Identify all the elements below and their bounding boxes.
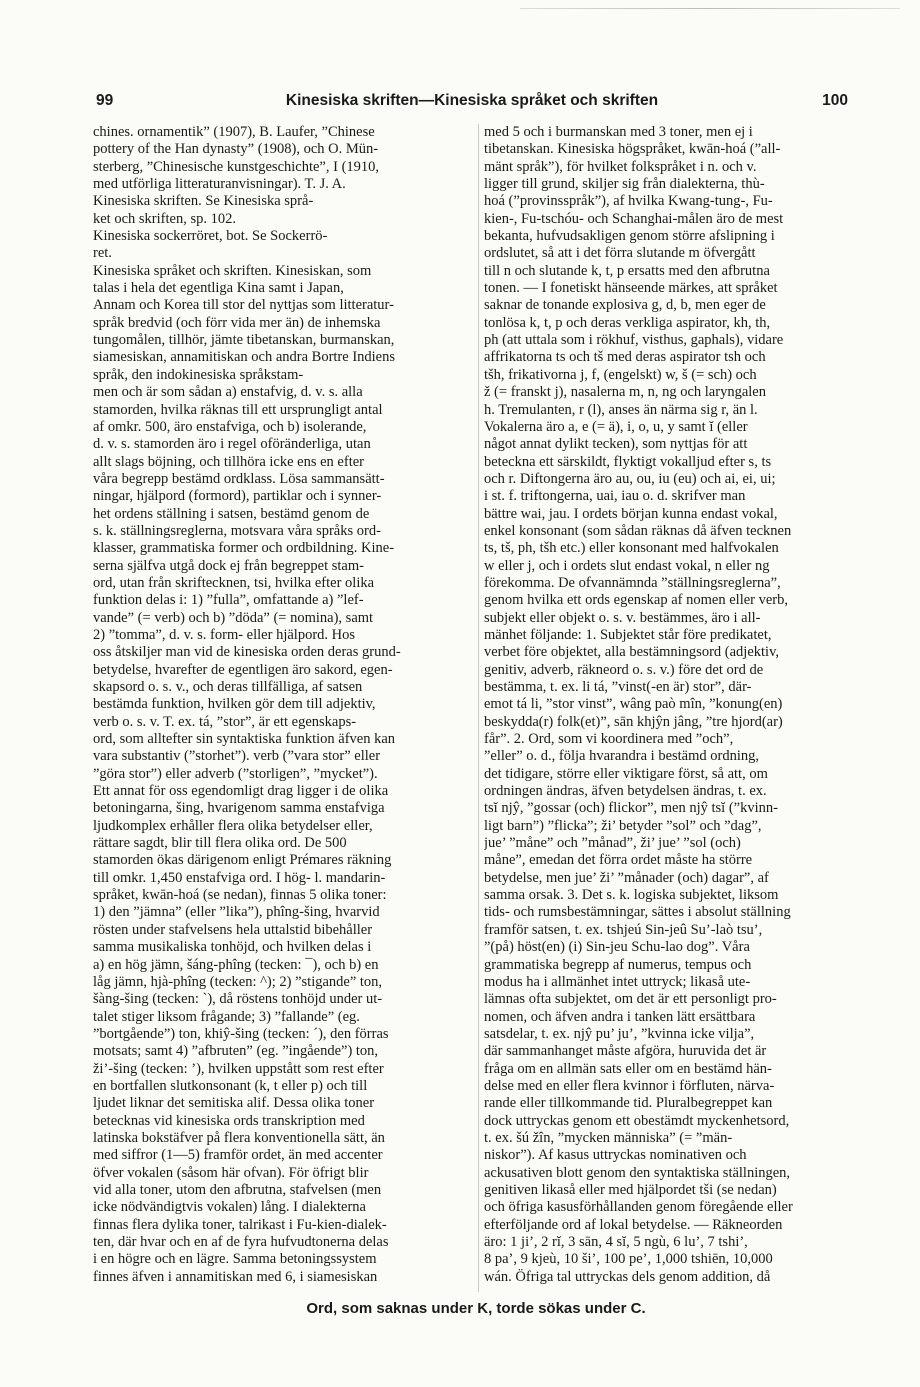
text-line: genom hvilka ett ords egenskap af nomen eller verb, [484, 592, 788, 609]
text-line: grammatiska begrepp af numerus, tempus och [484, 956, 752, 973]
text-line: genitiven likaså eller med hjälpordet tši (se nedan) [484, 1181, 777, 1198]
text-line: vande” (= verb) och b) ”döda” (= nomina), samt [93, 609, 374, 626]
text-line: allt slags böjning, och tillhöra icke ens en efter [93, 453, 364, 470]
text-line: ret. [93, 245, 112, 262]
text-line: språk bredvid (och förr vida mer än) de inhemska [93, 314, 381, 331]
text-line: vara substantiv (”storhet”). verb (”vara stor” eller [93, 748, 381, 765]
text-line: w eller j, och i ordets slut endast vokal, n eller ng [484, 557, 770, 574]
text-line: rösten under stafvelsens hela uttalstid bibehåller [93, 921, 373, 938]
text-line: där sammanhanget måste afgöra, huruvida det är [484, 1043, 767, 1060]
text-line: verbet före objektet, alla bestämningsord (adjektiv, [484, 644, 779, 661]
text-line: enkel konsonant (som sådan räknas då äfven tecknen [484, 522, 792, 539]
text-line: ord, som alltefter sin syntaktiska funktion äfven kan [93, 731, 396, 748]
text-line: ligt barn”) ”flicka”; ži’ betyder ”sol” och ”dag”, [484, 817, 762, 834]
text-line: och öfriga kasusförhållanden genom föregående eller [484, 1199, 793, 1216]
text-line: kien-, Fu-tschóu- och Schanghai-målen äro de mest [484, 210, 784, 227]
text-line: 8 pa’, 9 kjeù, 10 ši’, 100 pe’, 1,000 tshiēn, 10,000 [484, 1251, 773, 1268]
text-line: får”. 2. Ord, som vi koordinera med ”och”, [484, 731, 734, 748]
text-line: ten, där hvar och en af de fyra hufvudtonerna delas [93, 1234, 389, 1250]
text-line: siamesiskan, annamitiskan och andra Bortre Indiens [93, 349, 396, 366]
text-line: beteckna ett särskildt, flyktigt vokalljud efter s, ts [484, 453, 772, 470]
text-line: öfver vokalen (såsom här ofvan). För öfrigt blir [93, 1164, 369, 1181]
text-line: icke nödvändigtvis vokalen) lång. I dialekterna [93, 1199, 366, 1216]
text-line: talas i hela det egentliga Kina samt i Japan, [93, 280, 344, 297]
text-line: ningar, hjälpord (formord), partiklar och i synner- [93, 488, 382, 505]
page-number-left: 99 [96, 92, 114, 109]
text-line: låg jämn, hjà-phîng (tecken: ^); 2) ”stigande” ton, [93, 973, 383, 990]
scan-edge-rule [520, 8, 900, 9]
text-line: funktion delas i: 1) ”fulla”, omfattande a) ”lef- [93, 592, 364, 609]
column-divider [478, 124, 479, 1292]
text-line: finnes äfven i annamitiskan med 6, i siamesiskan [93, 1268, 378, 1285]
page-header [96, 92, 848, 112]
text-line: t. ex. šú žîn, ”mycken människa” (= ”män- [484, 1129, 733, 1146]
text-line: stamorden ökas därigenom enligt Prémares räkning [93, 852, 392, 869]
text-line: lämnas ofta subjektet, om det är ett personligt pro- [484, 991, 777, 1008]
text-line: ”göra stor”) eller adverb (”storligen”, ”mycket”). [93, 765, 378, 782]
text-line: med utförliga litteraturanvisningar). T. J. A. [93, 176, 346, 193]
text-line: ligger till grund, skiljer sig från dialekterna, thù- [484, 176, 765, 193]
text-line: mänhet följande: 1. Subjektet står före predikatet, [484, 626, 772, 643]
text-line: ”bortgående”) ton, khiŷ-šing (tecken: ´), den förras [93, 1025, 389, 1042]
text-line: betecknas vid kinesiska ords transkription med [93, 1112, 365, 1129]
text-line: genitiv, adverb, räkneord o. s. v.) före det ord de [484, 661, 764, 678]
text-line: ph (att uttala som i rökhuf, visthus, gaphals), vidare [484, 332, 784, 349]
text-line: delse med en eller flera kvinnor i förfluten, närva- [484, 1077, 775, 1094]
text-line: emot tá li, ”stor vinst”, wâng paò mîn, ”konung(en) [484, 696, 783, 713]
text-line: wán. Öfriga tal uttryckas dels genom addition, då [484, 1268, 771, 1285]
text-line: stamorden, hvilka räknas till ett ursprungligt antal [93, 401, 383, 418]
text-line: a) en hög jämn, šáng-phîng (tecken: ¯), och b) en [93, 956, 379, 973]
text-line: affrikatorna ts och tš med deras aspirator tsh och [484, 349, 766, 366]
text-line: tungomålen, tillhör, jämte tibetanskan, burmanskan, [93, 332, 395, 349]
text-line: klasser, grammatiska former och ordbildning. Kine- [93, 540, 395, 557]
text-line: ts, tš, ph, tšh etc.) eller konsonant med halfvokalen [484, 540, 779, 557]
text-line: šàng-šing (tecken: `), då röstens tonhöjd under ut- [93, 991, 383, 1008]
text-line: betydelse, men jue’ ži’ ”månader (och) dagar”, af [484, 869, 769, 886]
text-line: tonlösa k, t, p och deras verkliga aspirator, kh, th, [484, 314, 771, 331]
text-line: ”(på) höst(en) (i) Sin-jeu Schu-lao dog”. Våra [484, 939, 750, 956]
text-line: Ett annat för oss egendomligt drag ligger i de olika [93, 783, 389, 800]
text-line: ackusativen blott genom den syntaktiska ställningen, [484, 1164, 791, 1181]
text-line: niskor”). Af kasus uttryckas nominativen och [484, 1147, 747, 1164]
text-line: med 5 och i burmanskan med 3 toner, men ej i [484, 124, 753, 140]
text-line: subjekt eller objekt o. s. v. bestämmes, äro i all- [484, 609, 761, 626]
text-line: sterberg, ”Chinesische kunstgeschichte”, I (1910, [93, 158, 380, 175]
text-line: samma musikaliska tonhöjd, och hvilken delas i [93, 939, 372, 956]
text-line: af omkr. 500, äro enstafviga, och b) isolerande, [93, 418, 367, 435]
text-line: talet stiger liksom frågande; 3) ”fallande” (eg. [93, 1008, 360, 1025]
text-line: äro: 1 ji’, 2 rĭ, 3 sān, 4 sĭ, 5 ngù, 6 lu’, 7 tshi’, [484, 1234, 748, 1250]
text-line: tibetanskan. Kinesiska högspråket, kwān-hoá (”all- [484, 141, 781, 158]
text-line: till omkr. 1,450 enstafviga ord. I hög- l. mandarin- [93, 869, 386, 886]
page-number-right: 100 [822, 92, 848, 109]
text-line: våra begrepp bestämd ordklass. Lösa sammansätt- [93, 470, 385, 487]
text-line: det tidigare, större eller viktigare först, så att, om [484, 765, 768, 782]
text-line: tonen. — I fonetiskt hänseende märkes, att språket [484, 280, 778, 297]
text-line: hoá (”provinsspråk”), af hvilka Kwang-tung-, Fu- [484, 193, 773, 210]
text-line: fråga om en allmän sats eller om en bestämd hän- [484, 1060, 772, 1077]
text-line: tšh, frikativorna j, f, (engelskt) w, š (= sch) och [484, 366, 757, 383]
text-line: ”eller” o. d., följa hvarandra i bestämd ordning, [484, 748, 759, 765]
text-line: en bortfallen slutkonsonant (k, t eller p) och till [93, 1077, 368, 1094]
text-line: bestämma, t. ex. li tá, ”vinst(-en är) stor”, där- [484, 679, 752, 695]
text-line: i st. f. triftongerna, uai, iau o. d. skrifver man [484, 488, 746, 505]
text-line: efterföljande ord af lokal betydelse. — Räkneorden [484, 1216, 783, 1233]
text-line: chines. ornamentik” (1907), B. Laufer, ”Chinese [93, 124, 375, 140]
text-line: tids- och rumsbestämningar, sättes i absolut ställning [484, 904, 791, 921]
text-line: oss åtskiljer man vid de kinesiska orden deras grund- [93, 644, 401, 661]
text-line: het ordens ställning i satsen, bestämd genom de [93, 505, 370, 522]
running-head: Kinesiska skriften—Kinesiska språket och skriften [285, 92, 659, 109]
text-line: Annam och Korea till stor del nyttjas som litteratur- [93, 297, 394, 314]
footer-note: Ord, som saknas under K, torde sökas under C. [306, 1300, 646, 1317]
text-line: jue’ ”måne” och ”månad”, ži’ jue’ ”sol (och) [484, 835, 741, 852]
text-line: bestämda funktion, hvilken gör dem till adjektiv, [93, 696, 376, 713]
text-line: beskydda(r) folk(et)”, sān khjŷn jâng, ”tre hjord(ar) [484, 713, 783, 730]
text-line: bekanta, hufvudsakligen genom större afslipning i [484, 228, 775, 245]
text-line: ordslutet, så att i det förra slutande m öfvergått [484, 245, 756, 262]
text-line: med siffror (1—5) framför ordet, än med accenter [93, 1147, 383, 1164]
right-column [484, 124, 859, 1286]
text-line: Kinesiska skriften. Se Kinesiska språ- [93, 193, 314, 210]
text-line: 1) den ”jämna” (eller ”lika”), phîng-šing, hvarvid [93, 904, 380, 921]
text-line: latinska bokstäfver på flera konventionella sätt, än [93, 1129, 385, 1146]
text-line: verb o. s. v. T. ex. tá, ”stor”, är ett egenskaps- [93, 713, 357, 730]
text-line: saknar de tonande explosiva g, d, b, men eger de [484, 297, 766, 314]
text-line: ordningen ändras, äfven betydelsen ändras, t. ex. [484, 783, 767, 800]
text-line: ljudet liknar det semitiska alif. Dessa olika toner [93, 1095, 375, 1112]
text-line: något annat dylikt tecken), som nyttjas för att [484, 436, 748, 453]
text-line: betydelse, hvarefter de egentligen äro sakord, egen- [93, 661, 393, 678]
text-line: ket och skriften, sp. 102. [93, 210, 236, 227]
text-line: dock uttryckas genom ett obestämdt myckenhetsord, [484, 1112, 790, 1129]
text-line: d. v. s. stamorden äro i regel oföränderliga, utan [93, 436, 371, 453]
text-line: ž (= franskt j), nasalerna m, n, ng och laryngalen [484, 384, 766, 401]
text-line: men och är som sådan a) enstafvig, d. v. s. alla [93, 384, 363, 401]
text-line: finnas flera dylika toner, talrikast i Fu-kien-dialek- [93, 1216, 387, 1233]
text-line: till n och slutande k, t, p ersatts med den afbrutna [484, 262, 770, 279]
text-line: modus ha i allmänhet intet uttryck; likaså ute- [484, 973, 751, 990]
text-line: motsats; samt 4) ”afbruten” (eg. ”ingående”) ton, [93, 1043, 379, 1060]
text-line: nomen, och äfven andra i tanken lätt ersättbara [484, 1008, 756, 1025]
text-line: framför satsen, t. ex. tshjeú Sin-jeû Su’-laò tsu’, [484, 921, 763, 938]
text-line: ljudkomplex erhåller flera olika betydelser eller, [93, 817, 373, 834]
left-column [93, 124, 471, 1286]
text-line: skapsord o. s. v., och deras tillfälliga, af satsen [93, 679, 363, 695]
text-line: bättre wai, jau. I ordets början kunna endast vokal, [484, 505, 778, 522]
text-line: ord, utan från skriftecknen, tsi, hvilka efter olika [93, 574, 375, 591]
text-line: Vokalerna äro a, e (= ä), i, o, u, y samt ĭ (eller [484, 418, 748, 435]
text-line: i en högre och en lägre. Samma betoningssystem [93, 1251, 377, 1268]
text-line: 2) ”tomma”, d. v. s. form- eller hjälpord. Hos [93, 626, 356, 643]
text-line: rande eller tillkommande tid. Pluralbegreppet kan [484, 1095, 773, 1112]
text-line: tsĭ njŷ, ”gossar (och) flickor”, men njŷ tsĭ (”kvinn- [484, 800, 778, 817]
text-line: ži’-šing (tecken: ’), hvilken uppstått som rest efter [93, 1060, 384, 1077]
text-line: Kinesiska språket och skriften. Kinesiskan, som [93, 262, 372, 279]
text-line: och r. Diftongerna äro au, ou, iu (eu) och ai, ei, ui; [484, 470, 776, 487]
text-line: satsdelar, t. ex. njŷ pu’ ju’, ”kvinna icke vilja”, [484, 1025, 755, 1042]
text-line: mänt språk”), för hvilket folkspråket i n. och v. [484, 158, 757, 175]
text-line: förekomma. De ofvannämnda ”ställningsreglerna”, [484, 574, 781, 591]
text-line: s. k. ställningsreglerna, motsvara våra språks ord- [93, 522, 381, 539]
text-line: rättare sagdt, blir till flera olika ord. De 500 [93, 835, 347, 852]
text-line: betoningarna, šing, hvarigenom samma enstafviga [93, 800, 385, 817]
text-line: språket, kwān-hoá (se nedan), finnas 5 olika toner: [93, 887, 387, 904]
text-line: samma orsak. 3. Det s. k. logiska subjektet, liksom [484, 887, 779, 904]
text-line: måne”, emedan det förra ordet måste ha större [484, 852, 753, 869]
text-line: h. Tremulanten, r (l), anses än närma sig r, än l. [484, 401, 758, 418]
text-line: Kinesiska sockerröret, bot. Se Sockerrö- [93, 228, 328, 245]
text-line: vid alla toner, utom den afbrutna, stafvelsen (men [93, 1181, 382, 1198]
text-line: språk, den indokinesiska språkstam- [93, 366, 304, 383]
text-line: pottery of the Han dynasty” (1908), och O. Mün- [93, 141, 379, 158]
text-line: serna själfva utgå dock ej från begreppet stam- [93, 557, 364, 574]
